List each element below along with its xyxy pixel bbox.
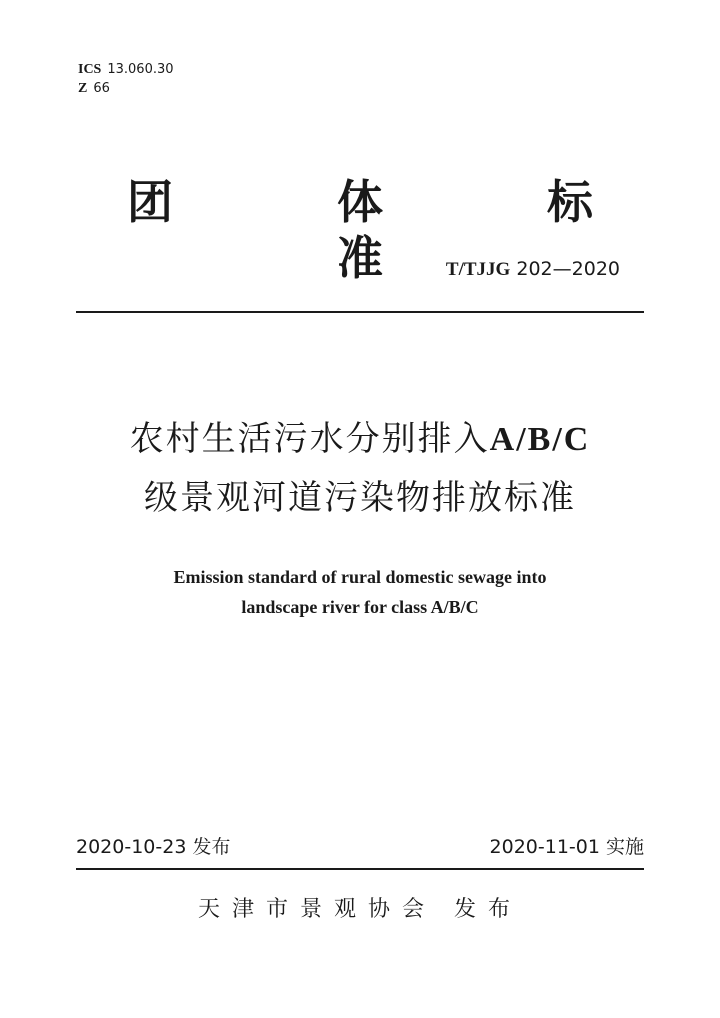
chinese-title-text: 农村生活污水分别排入 [129,419,490,459]
ics-value: 13.060.30 [107,62,174,77]
top-divider [76,311,644,313]
standard-code-prefix: T/TJJG [445,259,511,280]
ics-label: ICS [78,62,102,77]
publisher-action: 发布 [454,897,523,922]
z-line [78,79,174,98]
ics-line [78,60,174,79]
implementation-date: 2020-11-01 实施 [489,836,644,858]
publisher-line [0,892,720,923]
standard-type-heading: 团 体 标 准 [126,175,668,285]
english-title-line-1: Emission standard of rural domestic sewage into [173,567,547,587]
standard-code-number: 202—2020 [516,258,620,280]
standard-code [446,258,620,281]
bottom-divider [76,868,644,870]
classification-codes [78,60,174,98]
chinese-title-class-letters: A/B/C [489,421,591,458]
english-title-line-2: landscape river for class A/B/C [241,597,479,617]
issue-date: 2020-10-23 发布 [76,836,231,858]
chinese-title-line-2: 级景观河道污染物排放标准 [144,478,576,518]
z-label: Z [78,81,88,96]
chinese-title-line-1 [0,411,720,468]
z-value: 66 [93,81,110,96]
publisher-name: 天津市景观协会 [197,897,436,922]
